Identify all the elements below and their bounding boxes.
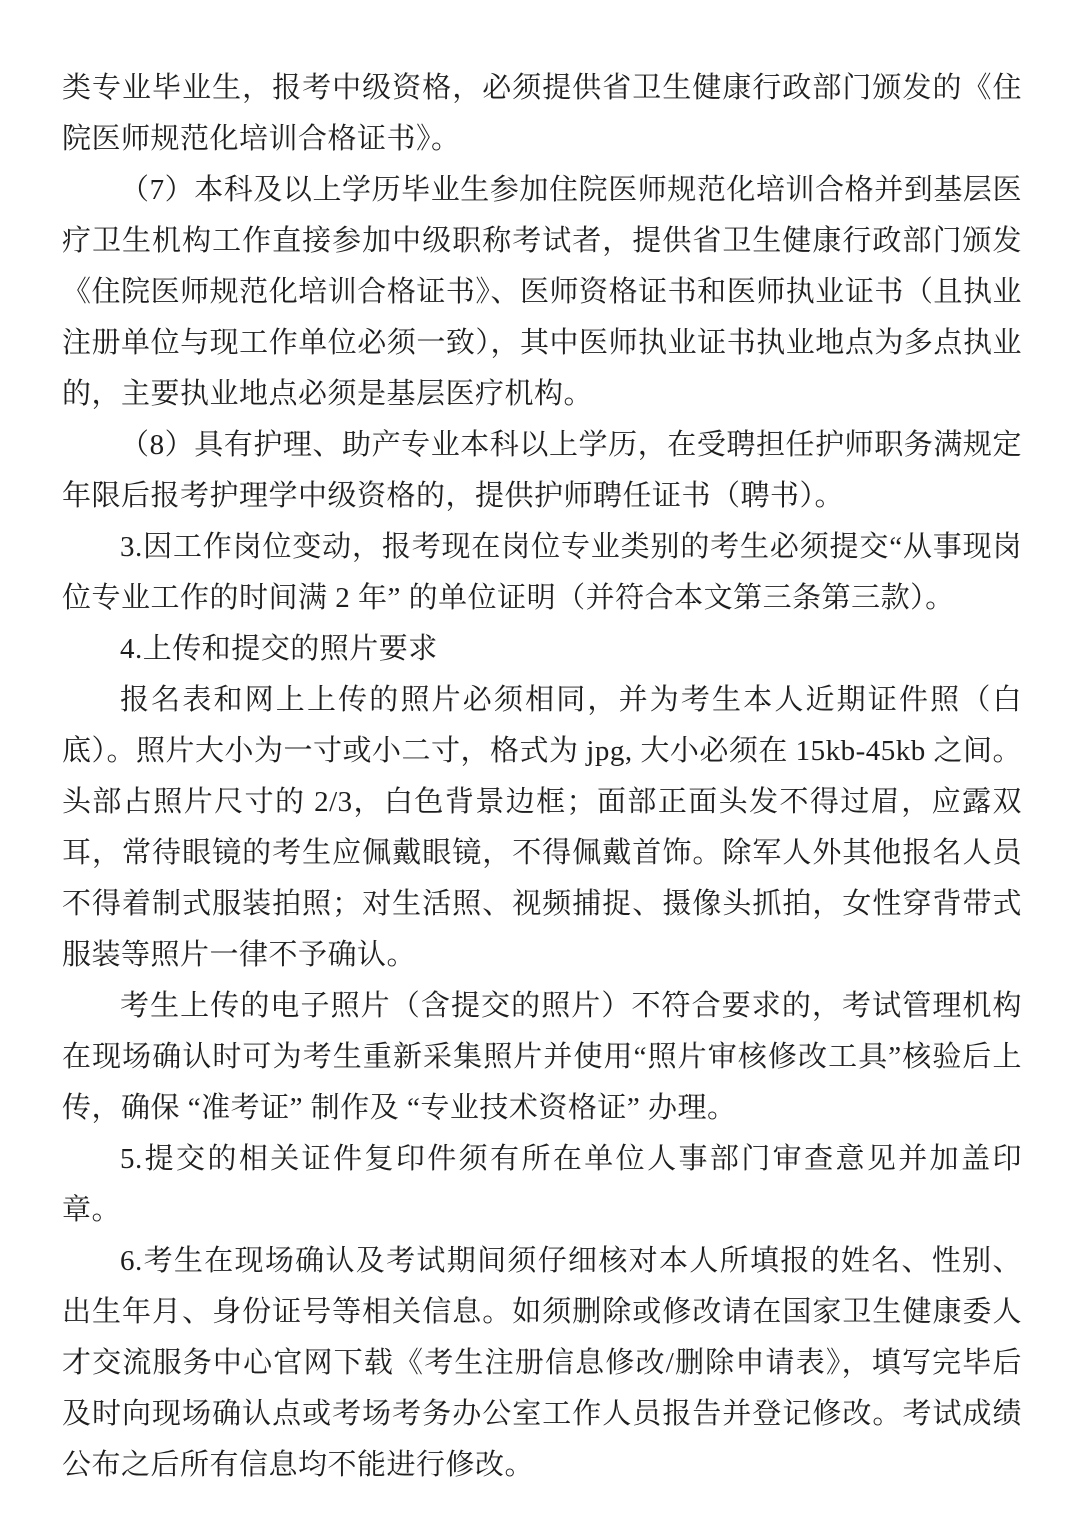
paragraph-photo-requirements: 报名表和网上上传的照片必须相同，并为考生本人近期证件照（白底）。照片大小为一寸或小二寸，格式为 jpg, 大小必须在 15kb-45kb 之间。头部占照片尺寸的 2/3，白色背景边框；面部正面头发不得过眉，应露双耳，常待眼镜的考生应佩戴眼镜，不得佩戴首饰。除军人外其他报名人员不得着制式服装拍照；对生活照、视频捕捉、摄像头抓拍，女性穿背带式服装等照片一律不予确认。	[62, 684, 1022, 971]
paragraph-rule-4-heading: 4.上传和提交的照片要求	[120, 633, 438, 665]
paragraph-item-7: （7）本科及以上学历毕业生参加住院医师规范化培训合格并到基层医疗卫生机构工作直接参加中级职称考试者，提供省卫生健康行政部门颁发《住院医师规范化培训合格证书》、医师资格证书和医师执业证书（且执业注册单位与现工作单位必须一致），其中医师执业证书执业地点为多点执业的，主要执业地点必须是基层医疗机构。	[62, 174, 1022, 410]
paragraph-rule-6: 6.考生在现场确认及考试期间须仔细核对本人所填报的姓名、性别、出生年月、身份证号等相关信息。如须删除或修改请在国家卫生健康委人才交流服务中心官网下载《考生注册信息修改/删除申请表》，填写完毕后及时向现场确认点或考场考务办公室工作人员报告并登记修改。考试成绩公布之后所有信息均不能进行修改。	[62, 1245, 1022, 1481]
paragraph-photo-recollection: 考生上传的电子照片（含提交的照片）不符合要求的，考试管理机构在现场确认时可为考生重新采集照片并使用“照片审核修改工具”核验后上传，确保 “准考证” 制作及 “专业技术资格证” 办理。	[62, 990, 1022, 1124]
paragraph-item-8: （8）具有护理、助产专业本科以上学历，在受聘担任护师职务满规定年限后报考护理学中级资格的，提供护师聘任证书（聘书）。	[62, 429, 1022, 512]
paragraph-rule-5: 5.提交的相关证件复印件须有所在单位人事部门审查意见并加盖印章。	[62, 1143, 1022, 1226]
paragraph-rule-3: 3.因工作岗位变动，报考现在岗位专业类别的考生必须提交“从事现岗位专业工作的时间满 2 年” 的单位证明（并符合本文第三条第三款）。	[62, 531, 1022, 614]
paragraph-continuation: 类专业毕业生，报考中级资格，必须提供省卫生健康行政部门颁发的《住院医师规范化培训合格证书》。	[62, 72, 1022, 155]
